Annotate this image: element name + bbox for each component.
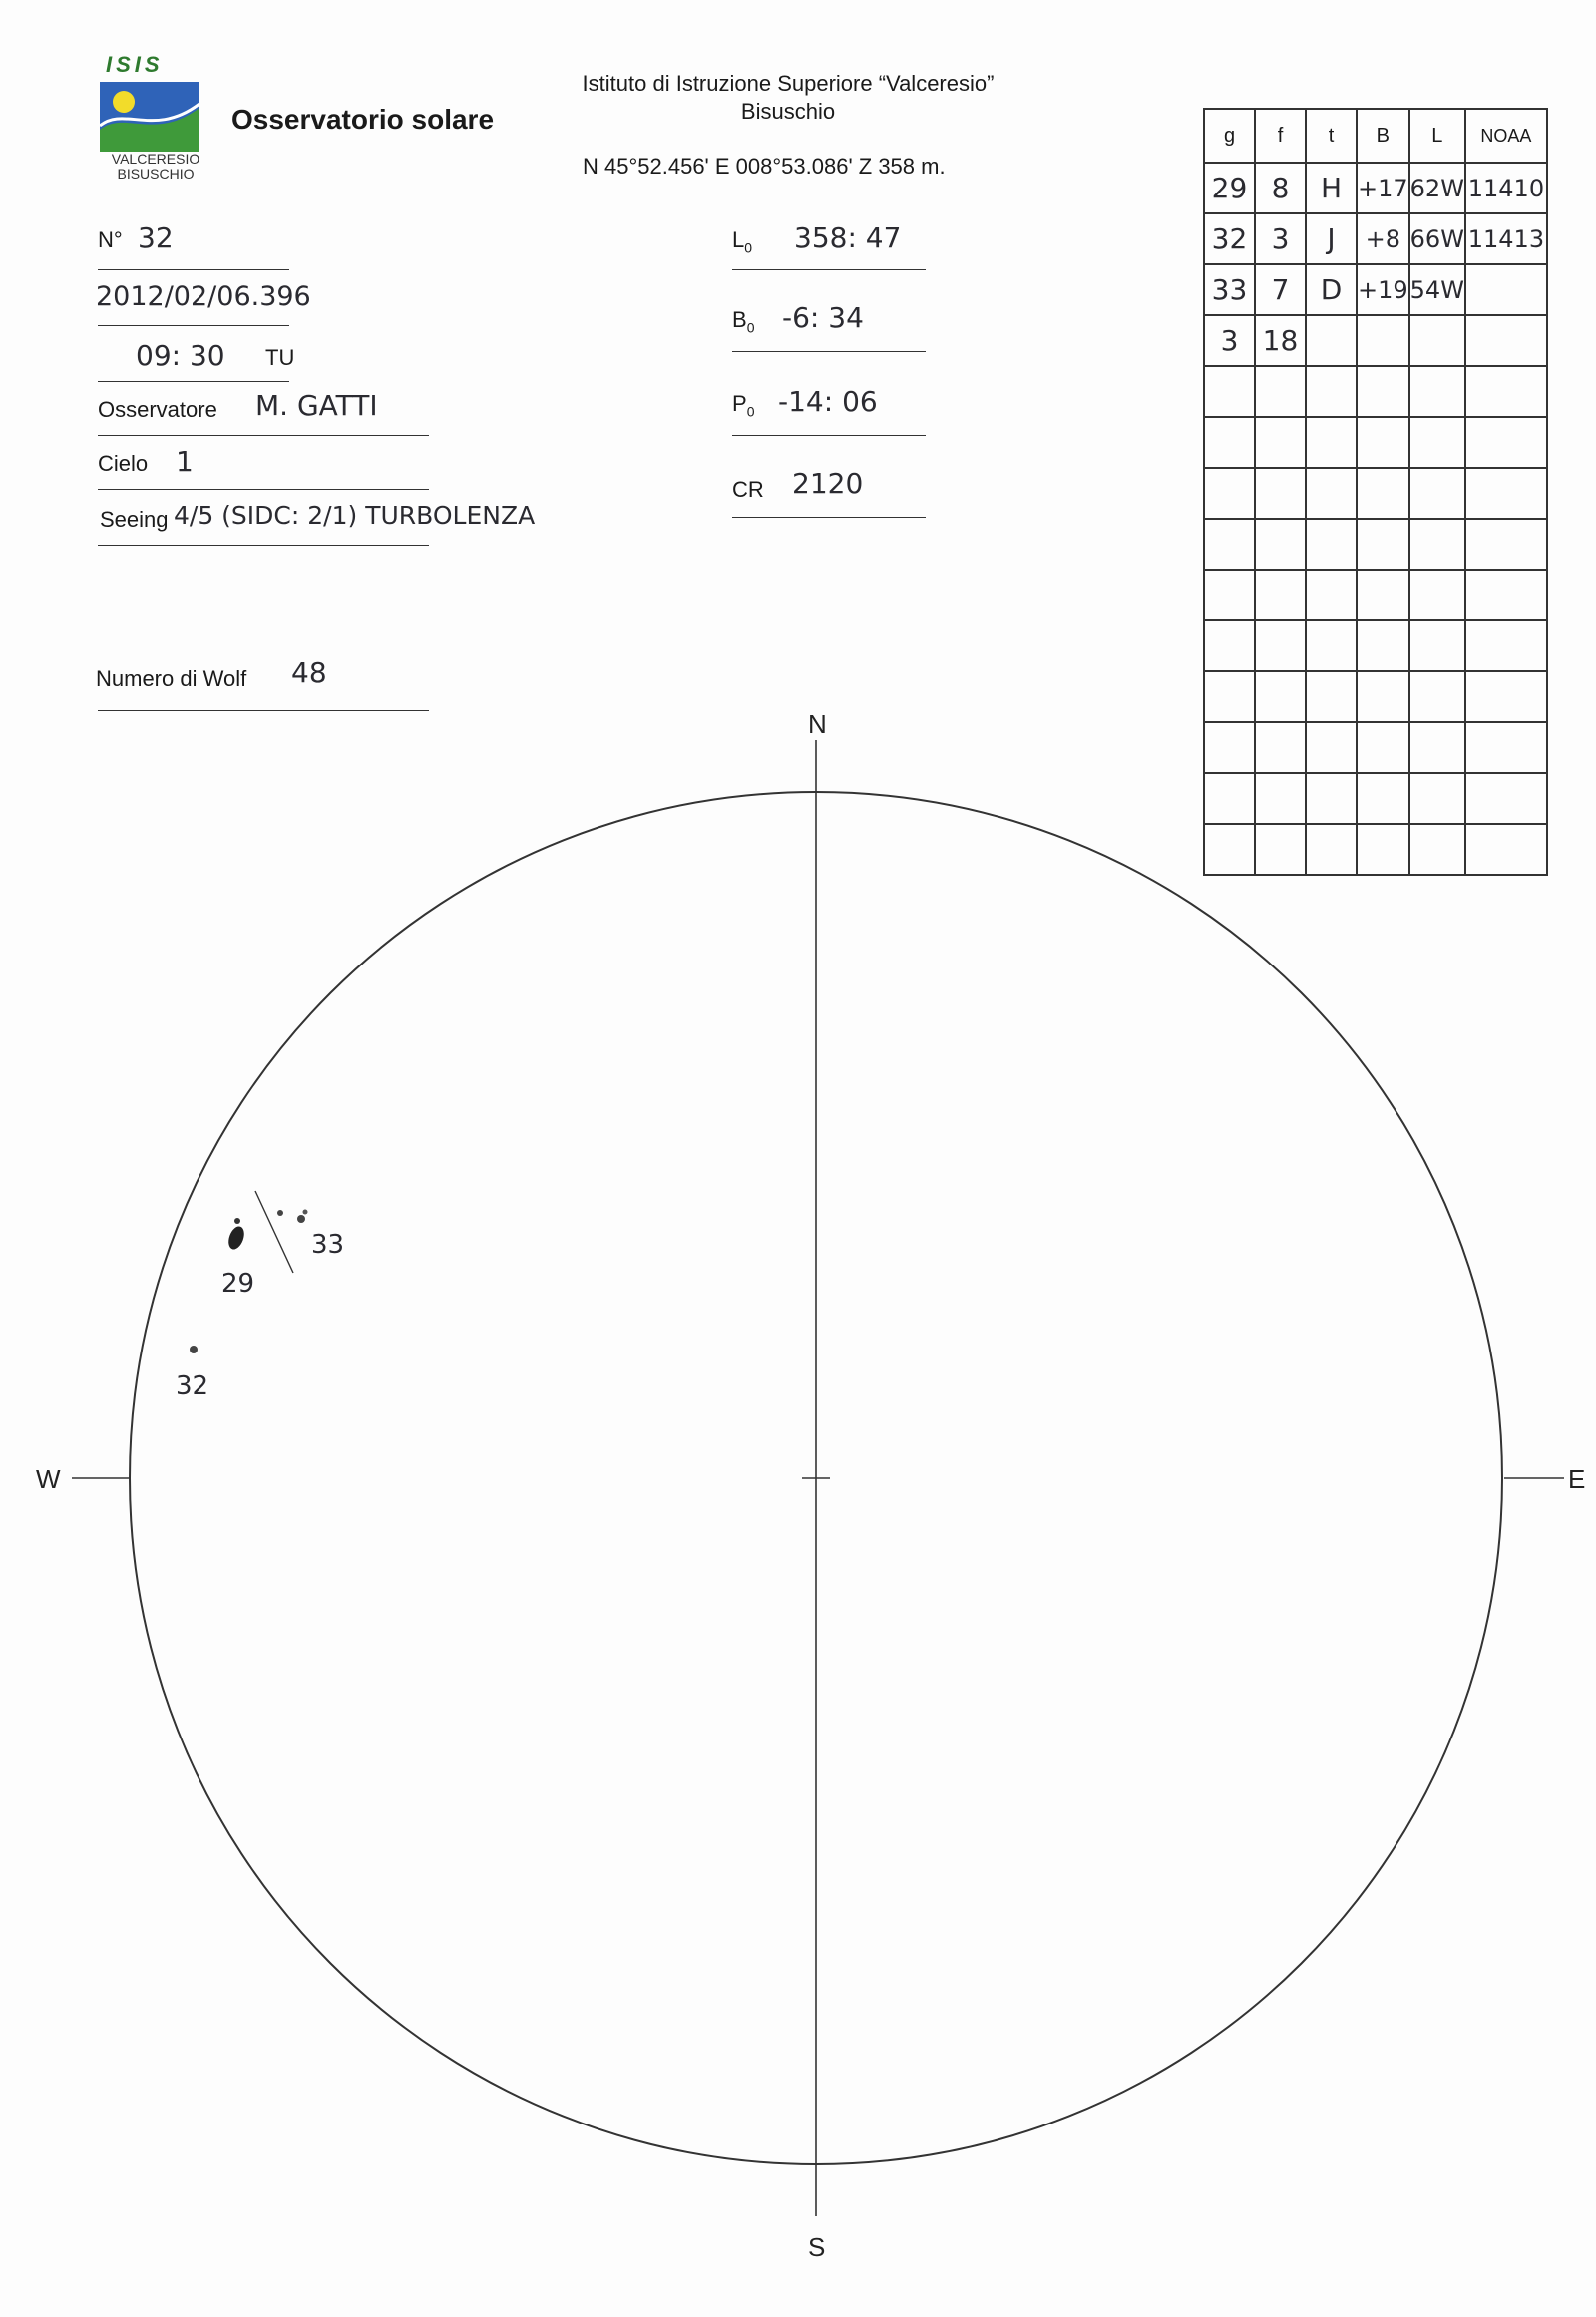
carrington-rotation-label: CR [732,477,764,502]
table-cell: 11413 [1465,213,1547,264]
sunspot-group-33-b [297,1215,305,1223]
carrington-rotation-value: 2120 [792,467,864,500]
table-cell: 66W [1409,213,1465,264]
institute-name: Istituto di Istruzione Superiore “Valceresio” Bisuschio [582,71,995,124]
group-33-separator-line [255,1191,293,1273]
number-value: 32 [138,221,174,254]
table-cell: 32 [1204,213,1255,264]
sky-label: Cielo [98,451,149,476]
table-cell: 33 [1204,264,1255,315]
p0-label: $P_0$ [732,391,755,420]
south-label: S [808,2232,826,2262]
date-value: 2012/02/06.396 [96,281,311,312]
table-cell: 54W [1409,264,1465,315]
sunspot-group-33-c [303,1210,308,1215]
table-header-cell: f [1255,109,1306,163]
table-cell: +17 [1357,163,1409,213]
b0-label: $B_0$ [732,307,755,336]
table-cell: 62W [1409,163,1465,213]
table-header-cell: g [1204,109,1255,163]
l0-value: 358: 47 [794,221,902,254]
table-header-cell: t [1306,109,1357,163]
table-cell: 3 [1255,213,1306,264]
group-label-32: 32 [176,1371,209,1401]
time-value: 09: 30 [136,339,225,372]
table-header-cell: NOAA [1465,109,1547,163]
logo-caption: VALCERESIO BISUSCHIO [111,151,200,182]
page-title: Osservatorio solare [231,104,495,135]
table-cell: 7 [1255,264,1306,315]
sky-value: 1 [176,445,194,478]
table-cell: 3 [1204,315,1255,366]
observatory-coordinates: N 45°52.456' E 008°53.086' Z 358 m. [583,154,946,179]
table-cell: 8 [1255,163,1306,213]
group-label-29: 29 [221,1269,255,1299]
east-label: E [1568,1464,1586,1494]
table-cell: J [1306,213,1357,264]
wolf-number-label: Numero di Wolf [96,666,247,691]
table-cell: H [1306,163,1357,213]
sunspot-group-29-leader [225,1224,246,1251]
b0-value: -6: 34 [782,301,864,334]
wolf-number-value: 48 [291,656,327,689]
north-label: N [808,709,827,739]
table-cell: +19 [1357,264,1409,315]
logo-word: ISIS [106,52,164,77]
table-header-cell: B [1357,109,1409,163]
table-cell: +8 [1357,213,1409,264]
table-cell: 11410 [1465,163,1547,213]
table-cell: 18 [1255,315,1306,366]
west-label: W [36,1464,61,1494]
table-header-cell: L [1409,109,1465,163]
l0-label: $L_0$ [732,227,753,256]
seeing-label: Seeing [100,507,169,532]
p0-value: -14: 06 [778,385,878,418]
sunspot-group-29-small [234,1218,240,1224]
seeing-value: 4/5 (SIDC: 2/1) TURBOLENZA [174,501,536,530]
sunspot-group-32 [190,1346,198,1353]
group-label-33: 33 [311,1230,345,1260]
number-label: N° [98,227,123,252]
sunspot-group-33-a [277,1210,283,1216]
table-cell: D [1306,264,1357,315]
observer-label: Osservatore [98,397,217,422]
table-cell: 29 [1204,163,1255,213]
time-unit: TU [265,345,295,370]
observer-value: M. GATTI [255,389,378,422]
